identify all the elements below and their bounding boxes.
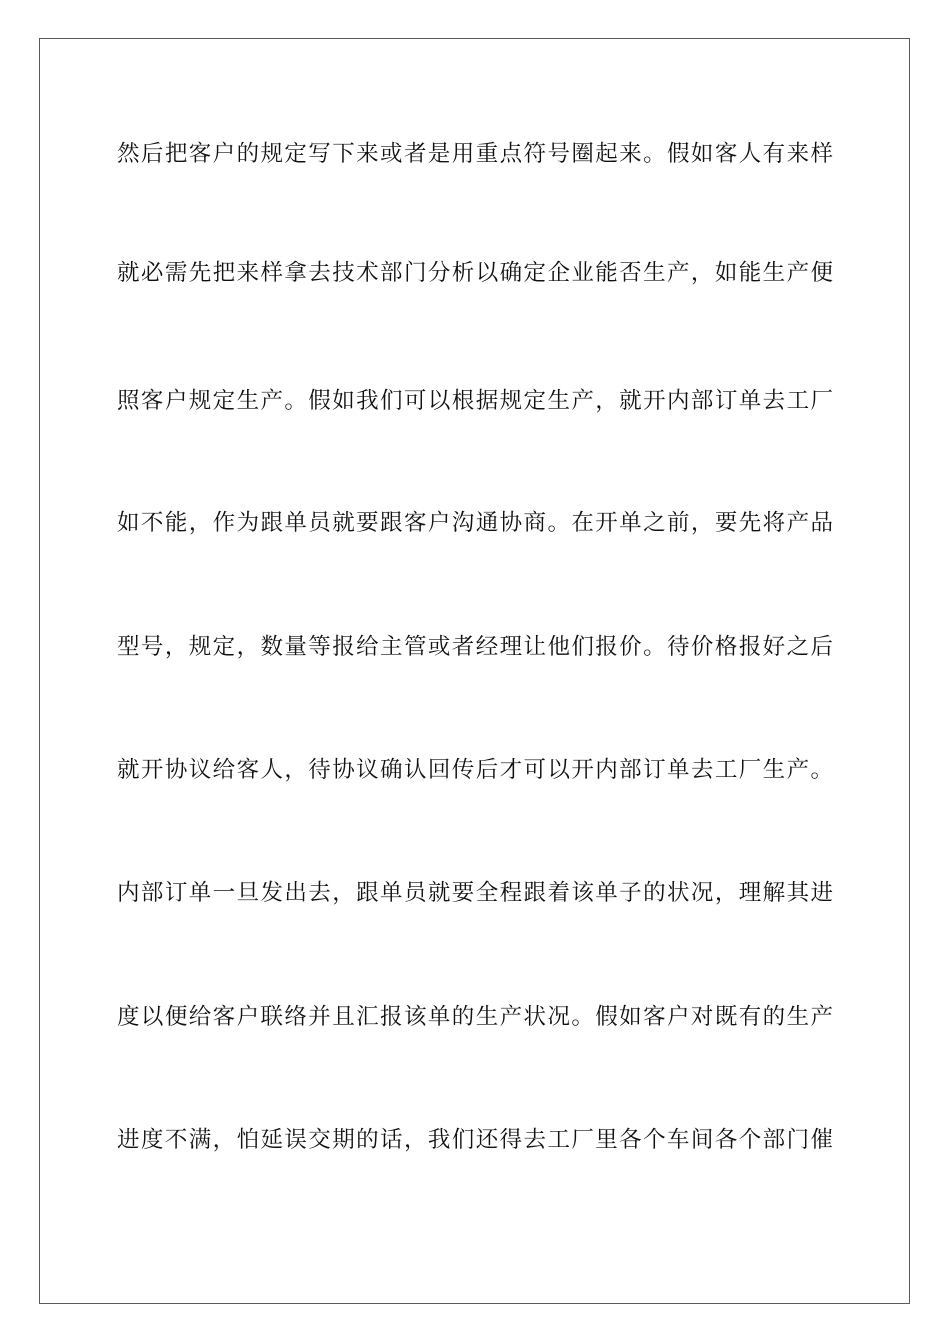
text-line-6: 就开协议给客人，待协议确认回传后才可以开内部订单去工厂生产。 bbox=[117, 757, 833, 783]
text-line-8: 度以便给客户联络并且汇报该单的生产状况。假如客户对既有的生产 bbox=[117, 1004, 833, 1030]
text-line-1: 然后把客户的规定写下来或者是用重点符号圈起来。假如客人有来样 bbox=[117, 141, 833, 167]
text-line-9: 进度不满，怕延误交期的话，我们还得去工厂里各个车间各个部门催 bbox=[117, 1127, 833, 1153]
text-line-3: 照客户规定生产。假如我们可以根据规定生产，就开内部订单去工厂 bbox=[117, 388, 833, 414]
text-line-7: 内部订单一旦发出去，跟单员就要全程跟着该单子的状况，理解其进 bbox=[117, 880, 833, 906]
page-frame bbox=[39, 38, 910, 1304]
text-line-2: 就必需先把来样拿去技术部门分析以确定企业能否生产，如能生产便 bbox=[117, 260, 833, 286]
text-line-4: 如不能，作为跟单员就要跟客户沟通协商。在开单之前，要先将产品 bbox=[117, 510, 833, 536]
text-line-5: 型号，规定，数量等报给主管或者经理让他们报价。待价格报好之后 bbox=[117, 634, 833, 660]
